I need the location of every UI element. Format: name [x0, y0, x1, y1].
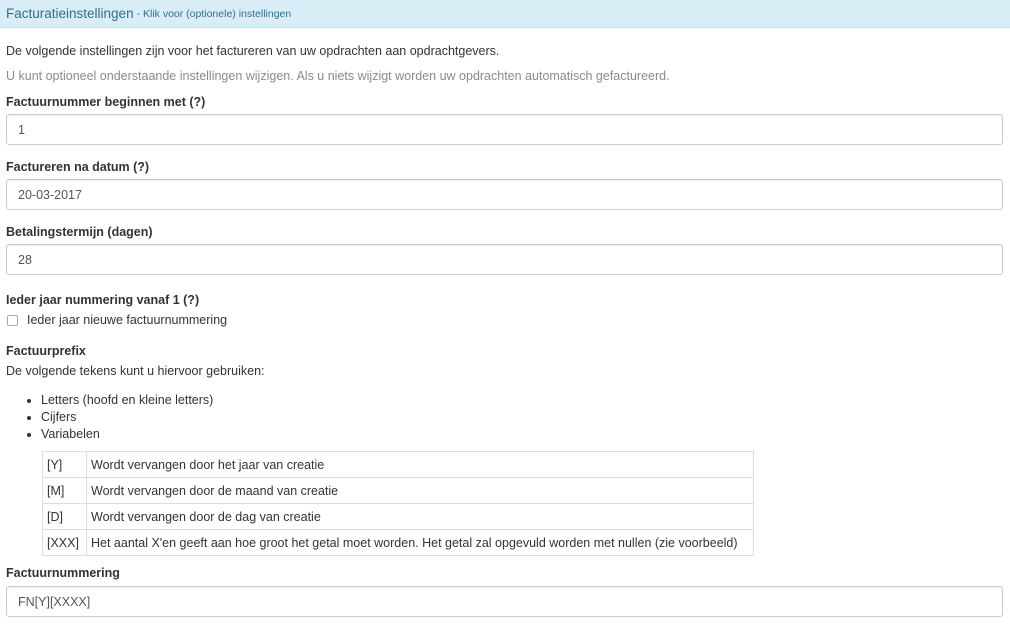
variable-code: [XXX]	[43, 530, 87, 556]
intro-muted-text: U kunt optioneel onderstaande instellingen wijzigen. Als u niets wijzigt worden uw opdrachten automatisch gefactureerd.	[6, 69, 670, 83]
variable-code: [Y]	[43, 452, 87, 478]
table-row	[43, 452, 754, 478]
invoice-date-label: Factureren na datum (?)	[6, 160, 150, 174]
yearly-numbering-checkbox-label[interactable]: Ieder jaar nieuwe factuurnummering	[27, 313, 228, 327]
table-row	[43, 504, 754, 530]
yearly-numbering-group	[6, 293, 1004, 327]
payment-term-input[interactable]	[6, 244, 1003, 275]
list-item: • Letters (hoofd en kleine letters)	[41, 392, 1004, 409]
prefix-group	[6, 344, 1004, 556]
variable-code: [D]	[43, 504, 87, 530]
prefix-label: Factuurprefix	[6, 344, 86, 358]
invoice-date-group	[6, 160, 1004, 210]
invoice-start-group	[6, 95, 1004, 145]
yearly-numbering-label: Ieder jaar nummering vanaf 1 (?)	[6, 293, 200, 307]
panel-title[interactable]: Facturatieinstellingen	[6, 6, 134, 21]
yearly-numbering-checkbox[interactable]	[7, 315, 18, 326]
prefix-help-text: De volgende tekens kunt u hiervoor gebruiken:	[6, 364, 265, 378]
panel-subtitle[interactable]: - Klik voor (optionele) instellingen	[136, 7, 292, 20]
invoice-start-label: Factuurnummer beginnen met (?)	[6, 95, 206, 109]
intro-text: De volgende instellingen zijn voor het factureren van uw opdrachten aan opdrachtgevers.	[6, 44, 500, 58]
numbering-input[interactable]	[6, 586, 1003, 617]
panel-body	[0, 44, 1010, 617]
payment-term-group	[6, 225, 1004, 275]
payment-term-label: Betalingstermijn (dagen)	[6, 225, 153, 239]
variable-code: [M]	[43, 478, 87, 504]
invoice-date-input[interactable]	[6, 179, 1003, 210]
panel-heading[interactable]	[0, 0, 1010, 28]
table-row	[43, 530, 754, 556]
table-row	[43, 478, 754, 504]
numbering-group	[6, 566, 1004, 617]
variable-description: Het aantal X'en geeft aan hoe groot het getal moet worden. Het getal zal opgevuld worden met nullen (zie voorbeeld)	[87, 530, 754, 556]
yearly-numbering-row[interactable]	[6, 313, 1004, 327]
invoice-start-input[interactable]	[6, 114, 1003, 145]
list-item: • Variabelen	[41, 426, 1004, 443]
variable-description: Wordt vervangen door de dag van creatie	[87, 504, 754, 530]
numbering-label: Factuurnummering	[6, 566, 120, 580]
variable-description: Wordt vervangen door de maand van creatie	[87, 478, 754, 504]
allowed-chars-list	[6, 392, 1004, 443]
variables-table	[42, 451, 754, 556]
list-item: • Cijfers	[41, 409, 1004, 426]
variable-description: Wordt vervangen door het jaar van creatie	[87, 452, 754, 478]
